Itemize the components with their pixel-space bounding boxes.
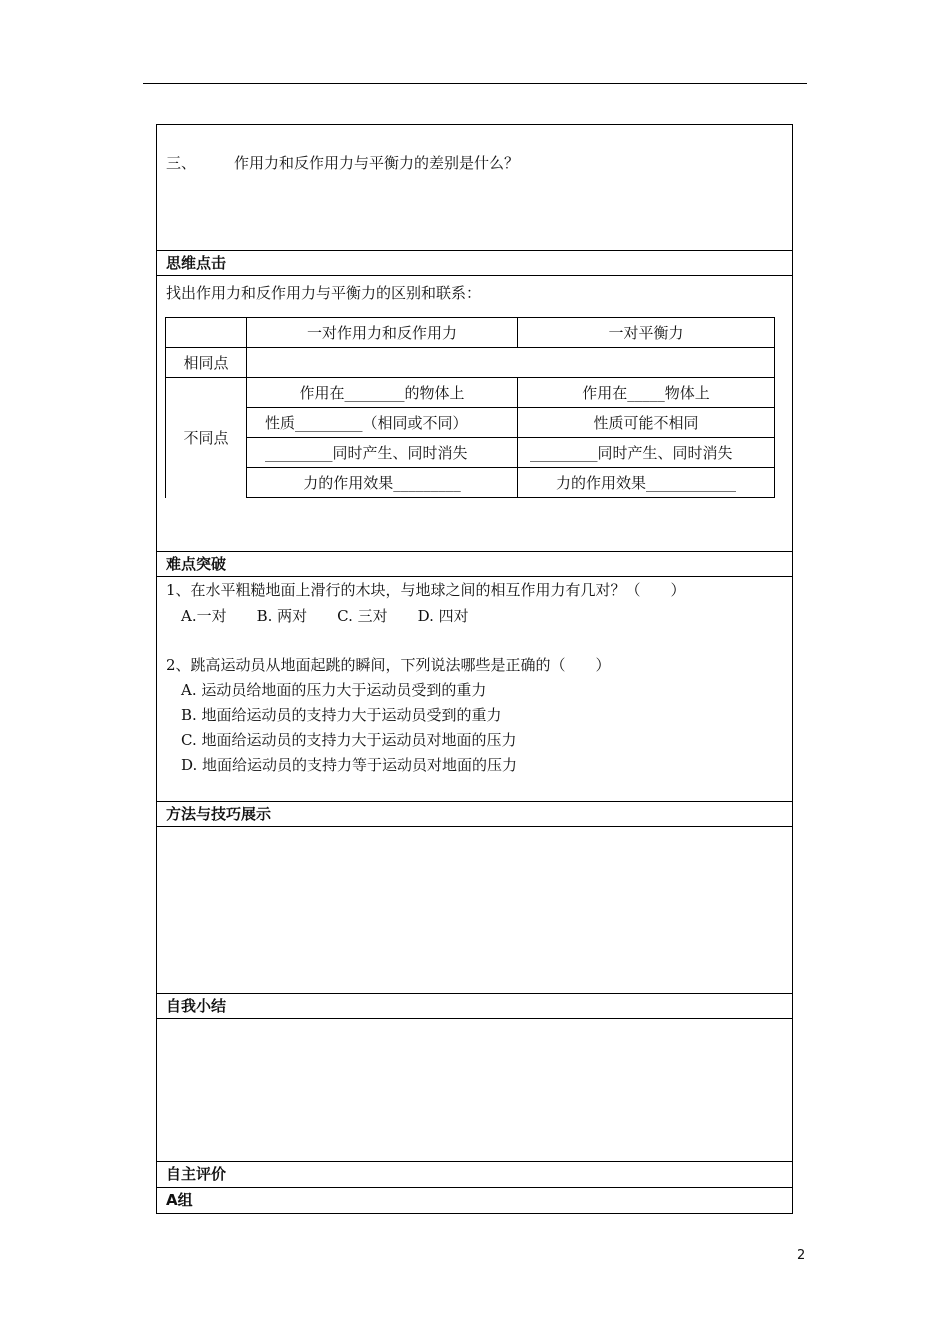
table-cell: _________同时产生、同时消失 (518, 438, 775, 468)
question1: 1、在水平粗糙地面上滑行的木块，与地球之间的相互作用力有几对？（ ） (166, 581, 686, 599)
question2-option-d: D. 地面给运动员的支持力等于运动员对地面的压力 (181, 756, 518, 774)
group-a-label: A组 (166, 1191, 193, 1209)
table-row (166, 408, 775, 438)
evaluation-header: 自主评价 (157, 1162, 792, 1188)
top-rule (143, 83, 807, 84)
question3-number: 三、 (166, 154, 197, 172)
diff-label: 不同点 (166, 378, 247, 498)
table-row (166, 438, 775, 468)
summary-section (157, 1019, 792, 1162)
table-row (166, 318, 775, 348)
table-corner-cell (166, 318, 247, 348)
table-cell: 力的作用效果_________ (247, 468, 518, 498)
table-cell: 性质_________（相同或不同） (247, 408, 518, 438)
table-row (166, 378, 775, 408)
col1-header: 一对作用力和反作用力 (247, 318, 518, 348)
col2-header: 一对平衡力 (518, 318, 775, 348)
question2-option-a: A. 运动员给地面的压力大于运动员受到的重力 (181, 681, 487, 699)
summary-header: 自我小结 (157, 994, 792, 1019)
table-row (166, 348, 775, 378)
question2-option-c: C. 地面给运动员的支持力大于运动员对地面的压力 (181, 731, 517, 749)
methods-section (157, 827, 792, 994)
question3-section (157, 125, 792, 251)
table-cell: _________同时产生、同时消失 (247, 438, 518, 468)
thinking-intro: 找出作用力和反作用力与平衡力的区别和联系： (166, 284, 482, 302)
table-row (166, 468, 775, 498)
table-cell: 作用在________的物体上 (247, 378, 518, 408)
question2-option-b: B. 地面给运动员的支持力大于运动员受到的重力 (181, 706, 502, 724)
table-cell: 性质可能不相同 (518, 408, 775, 438)
same-cell (247, 348, 775, 378)
methods-header: 方法与技巧展示 (157, 802, 792, 827)
same-label: 相同点 (166, 348, 247, 378)
worksheet-box (156, 124, 793, 1214)
comparison-table (165, 317, 775, 498)
thinking-header: 思维点击 (157, 251, 792, 276)
question2: 2、跳高运动员从地面起跳的瞬间，下列说法哪些是正确的（ ） (166, 656, 611, 674)
table-cell: 力的作用效果____________ (518, 468, 775, 498)
page-number: 2 (797, 1248, 806, 1263)
thinking-section (157, 276, 792, 552)
question1-options: A.一对 B. 两对 C. 三对 D. 四对 (181, 607, 469, 625)
difficulty-section (157, 577, 792, 802)
difficulty-header: 难点突破 (157, 552, 792, 577)
question3-text: 作用力和反作用力与平衡力的差别是什么？ (234, 154, 520, 172)
table-cell: 作用在_____物体上 (518, 378, 775, 408)
